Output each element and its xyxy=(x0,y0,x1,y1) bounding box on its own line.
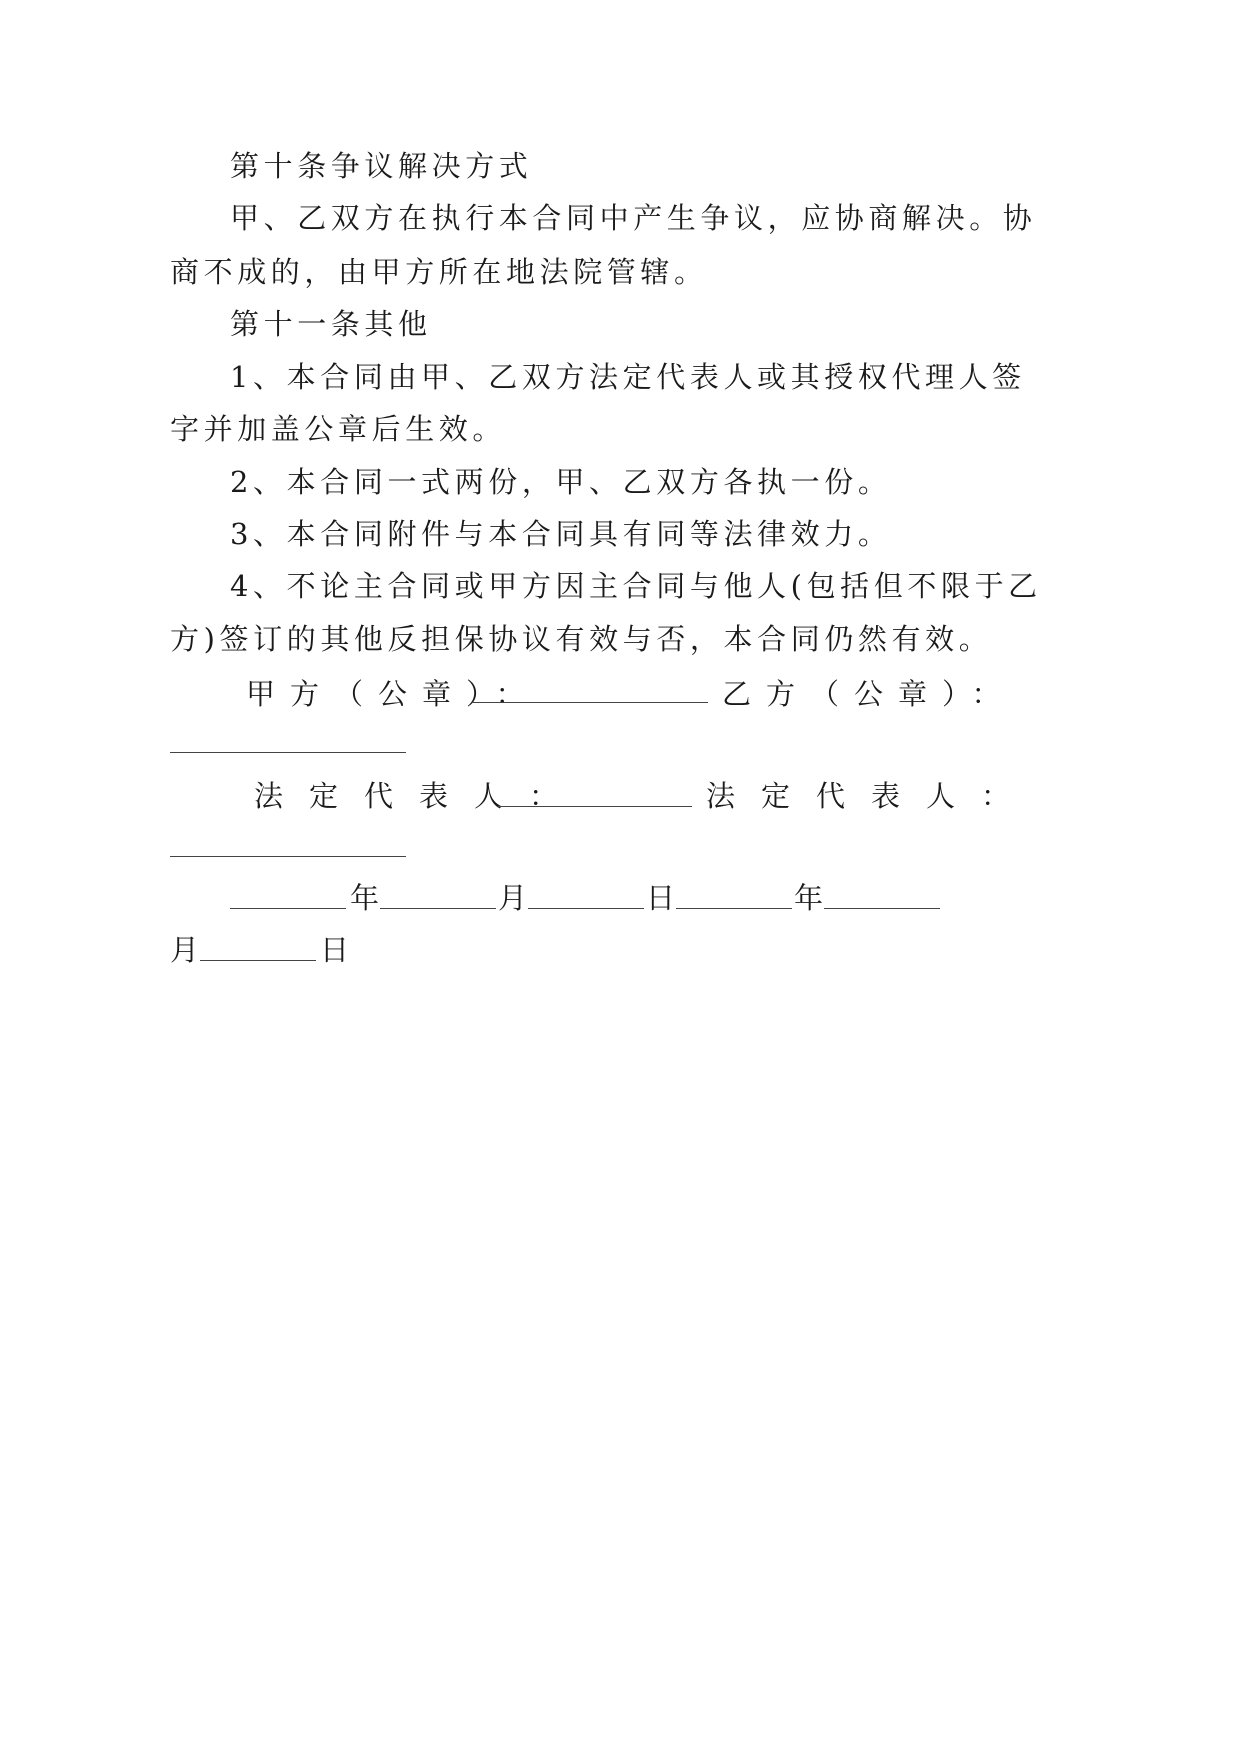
legal-rep-b-label: 法定代表人： xyxy=(706,779,1037,813)
article-10-heading: 第十条争议解决方式 xyxy=(230,149,533,183)
article-11-item-2: 2、本合同一式两份，甲、乙双方各执一份。 xyxy=(230,465,892,499)
date-a-year-label: 年 xyxy=(350,881,384,915)
date-b-year-label: 年 xyxy=(794,881,828,915)
date-b-day-blank xyxy=(200,960,316,961)
date-b-year-blank xyxy=(676,908,792,909)
article-11-item-1-line-2: 字并加盖公章后生效。 xyxy=(170,412,507,446)
legal-rep-a-label: 法定代表人： xyxy=(254,779,585,813)
party-b-seal-blank xyxy=(170,752,406,753)
party-a-seal-blank xyxy=(472,702,708,703)
date-a-day-label: 日 xyxy=(646,881,680,915)
date-a-year-blank xyxy=(230,908,346,909)
article-11-item-1-line-1: 1、本合同由甲、乙双方法定代表人或其授权代理人签 xyxy=(230,360,1026,394)
date-a-month-blank xyxy=(380,908,496,909)
article-11-item-4-line-2: 方)签订的其他反担保协议有效与否，本合同仍然有效。 xyxy=(170,622,993,656)
legal-rep-a-blank xyxy=(498,806,692,807)
article-11-heading: 第十一条其他 xyxy=(230,307,432,341)
article-10-paragraph-line-2: 商不成的，由甲方所在地法院管辖。 xyxy=(170,255,708,289)
date-a-month-label: 月 xyxy=(498,881,532,915)
date-b-month-label: 月 xyxy=(170,933,204,967)
article-10-paragraph-line-1: 甲、乙双方在执行本合同中产生争议，应协商解决。协 xyxy=(230,201,1037,235)
date-b-day-label: 日 xyxy=(320,933,354,967)
date-b-month-blank xyxy=(824,908,940,909)
party-b-seal-label: 乙方（公章）： xyxy=(722,677,1016,711)
party-a-seal-label: 甲方（公章）： xyxy=(246,677,540,711)
article-11-item-4-line-1: 4、不论主合同或甲方因主合同与他人(包括但不限于乙 xyxy=(230,569,1042,603)
article-11-item-3: 3、本合同附件与本合同具有同等法律效力。 xyxy=(230,517,892,551)
legal-rep-b-blank xyxy=(170,856,406,857)
date-a-day-blank xyxy=(528,908,644,909)
